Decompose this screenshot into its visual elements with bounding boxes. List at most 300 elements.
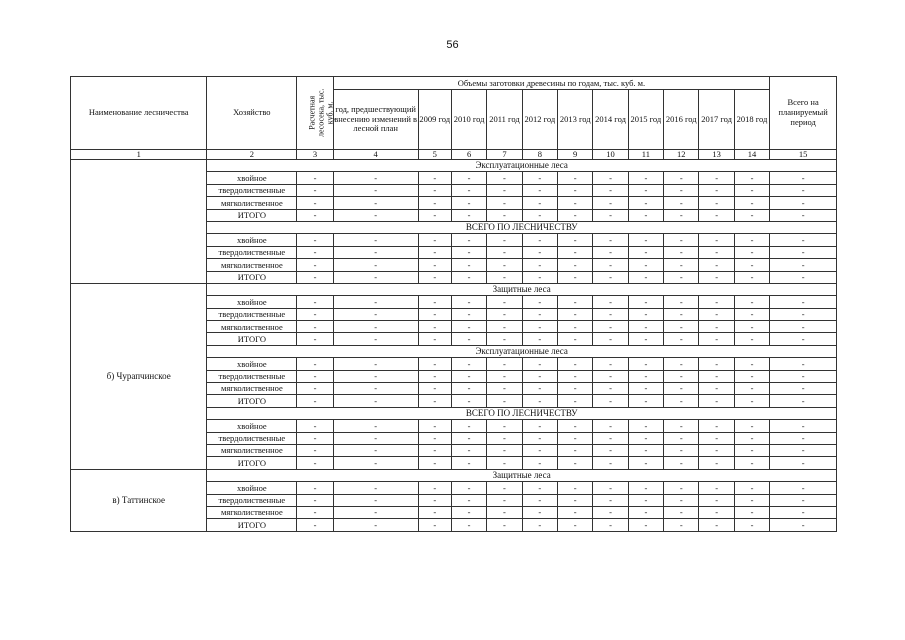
cell-value: - [487,358,522,370]
section-title: Эксплуатационные леса [207,345,837,357]
cell-value: - [297,444,333,456]
cell-value: - [593,296,628,308]
cell-value: - [522,184,557,196]
cell-value: - [699,482,734,494]
cell-value: - [451,333,486,345]
section-title: Эксплуатационные леса [207,160,837,172]
cell-value: - [770,271,837,283]
cell-value: - [522,519,557,531]
cell-value: - [664,383,699,395]
cell-value: - [593,519,628,531]
farm-type: ИТОГО [207,519,297,531]
cell-value: - [628,494,663,506]
farm-type: мягколиственное [207,197,297,209]
cell-value: - [333,184,418,196]
col-header-year: 2015 год [628,90,663,150]
forest-harvest-table [70,76,837,532]
cell-value: - [628,321,663,333]
cell-value: - [297,296,333,308]
cell-value: - [418,259,451,271]
cell-value: - [487,209,522,221]
col-header-allowable-cut: Расчетная лесосека, тыс. куб. м. [297,77,333,150]
cell-value: - [297,395,333,407]
cell-value: - [664,234,699,246]
cell-value: - [558,383,593,395]
cell-value: - [333,296,418,308]
cell-value: - [628,184,663,196]
cell-value: - [628,370,663,382]
cell-value: - [297,457,333,469]
col-header-year: 2016 год [664,90,699,150]
cell-value: - [734,506,769,518]
cell-value: - [664,519,699,531]
cell-value: - [734,259,769,271]
cell-value: - [664,457,699,469]
cell-value: - [593,271,628,283]
cell-value: - [734,333,769,345]
cell-value: - [770,172,837,184]
cell-value: - [558,432,593,444]
cell-value: - [628,333,663,345]
cell-value: - [558,358,593,370]
cell-value: - [664,209,699,221]
cell-value: - [451,246,486,258]
cell-value: - [770,259,837,271]
cell-value: - [418,482,451,494]
farm-type: мягколиственное [207,506,297,518]
cell-value: - [628,420,663,432]
cell-value: - [699,444,734,456]
cell-value: - [770,444,837,456]
cell-value: - [451,457,486,469]
cell-value: - [558,246,593,258]
cell-value: - [451,358,486,370]
cell-value: - [593,444,628,456]
cell-value: - [699,234,734,246]
cell-value: - [418,172,451,184]
cell-value: - [522,234,557,246]
cell-value: - [558,506,593,518]
cell-value: - [487,383,522,395]
cell-value: - [522,308,557,320]
cell-value: - [333,234,418,246]
cell-value: - [487,420,522,432]
section-title: Защитные леса [207,469,837,481]
cell-value: - [664,271,699,283]
cell-value: - [297,234,333,246]
cell-value: - [418,420,451,432]
cell-value: - [522,383,557,395]
cell-value: - [664,172,699,184]
cell-value: - [770,519,837,531]
cell-value: - [522,457,557,469]
cell-value: - [628,358,663,370]
cell-value: - [487,172,522,184]
col-header-year: 2018 год [734,90,769,150]
cell-value: - [333,506,418,518]
cell-value: - [487,321,522,333]
cell-value: - [451,420,486,432]
farm-type: ИТОГО [207,395,297,407]
cell-value: - [628,271,663,283]
cell-value: - [699,420,734,432]
farm-type: мягколиственное [207,383,297,395]
col-number: 15 [770,150,837,160]
cell-value: - [297,333,333,345]
section-title: Защитные леса [207,283,837,295]
cell-value: - [558,234,593,246]
col-header-year: 2009 год [418,90,451,150]
col-header-year: 2013 год [558,90,593,150]
cell-value: - [664,444,699,456]
cell-value: - [333,370,418,382]
col-number: 11 [628,150,663,160]
cell-value: - [770,333,837,345]
cell-value: - [734,370,769,382]
cell-value: - [699,197,734,209]
cell-value: - [418,444,451,456]
cell-value: - [418,506,451,518]
cell-value: - [699,172,734,184]
cell-value: - [333,172,418,184]
cell-value: - [664,506,699,518]
cell-value: - [593,197,628,209]
cell-value: - [593,234,628,246]
cell-value: - [522,321,557,333]
cell-value: - [558,197,593,209]
col-header-year: 2014 год [593,90,628,150]
col-header-year: 2010 год [451,90,486,150]
cell-value: - [628,506,663,518]
cell-value: - [628,172,663,184]
cell-value: - [487,197,522,209]
cell-value: - [451,234,486,246]
cell-value: - [664,370,699,382]
farm-type: ИТОГО [207,457,297,469]
forestry-name-churapchinskoe: б) Чурапчинское [71,283,207,469]
cell-value: - [297,209,333,221]
cell-value: - [770,184,837,196]
cell-value: - [418,383,451,395]
cell-value: - [333,444,418,456]
farm-type: хвойное [207,358,297,370]
cell-value: - [451,172,486,184]
cell-value: - [451,444,486,456]
cell-value: - [593,209,628,221]
cell-value: - [418,370,451,382]
farm-type: твердолиственные [207,370,297,382]
cell-value: - [558,271,593,283]
cell-value: - [487,494,522,506]
cell-value: - [487,482,522,494]
cell-value: - [770,308,837,320]
cell-value: - [699,383,734,395]
cell-value: - [297,184,333,196]
cell-value: - [699,358,734,370]
farm-type: хвойное [207,482,297,494]
cell-value: - [418,519,451,531]
cell-value: - [734,172,769,184]
col-header-year: 2017 год [699,90,734,150]
cell-value: - [297,494,333,506]
cell-value: - [664,246,699,258]
cell-value: - [418,457,451,469]
cell-value: - [628,197,663,209]
cell-value: - [593,184,628,196]
cell-value: - [333,209,418,221]
cell-value: - [333,432,418,444]
cell-value: - [418,395,451,407]
cell-value: - [333,333,418,345]
cell-value: - [558,370,593,382]
cell-value: - [770,321,837,333]
cell-value: - [487,370,522,382]
cell-value: - [451,209,486,221]
cell-value: - [770,494,837,506]
cell-value: - [734,308,769,320]
cell-value: - [297,358,333,370]
cell-value: - [522,172,557,184]
cell-value: - [487,259,522,271]
cell-value: - [628,246,663,258]
cell-value: - [297,370,333,382]
cell-value: - [558,457,593,469]
cell-value: - [628,209,663,221]
cell-value: - [487,246,522,258]
cell-value: - [734,482,769,494]
cell-value: - [297,420,333,432]
cell-value: - [487,395,522,407]
cell-value: - [418,358,451,370]
cell-value: - [770,432,837,444]
col-number: 4 [333,150,418,160]
cell-value: - [770,383,837,395]
cell-value: - [699,308,734,320]
cell-value: - [333,383,418,395]
cell-value: - [297,271,333,283]
farm-type: ИТОГО [207,333,297,345]
cell-value: - [522,296,557,308]
cell-value: - [770,296,837,308]
col-header-volumes-group: Объемы заготовки древесины по годам, тыс. куб. м. [333,77,770,90]
cell-value: - [628,457,663,469]
farm-type: мягколиственное [207,321,297,333]
cell-value: - [522,432,557,444]
cell-value: - [664,308,699,320]
cell-value: - [734,234,769,246]
cell-value: - [699,333,734,345]
cell-value: - [734,209,769,221]
cell-value: - [734,420,769,432]
cell-value: - [664,197,699,209]
cell-value: - [699,395,734,407]
cell-value: - [593,395,628,407]
cell-value: - [418,209,451,221]
cell-value: - [418,432,451,444]
farm-type: хвойное [207,296,297,308]
cell-value: - [664,321,699,333]
cell-value: - [522,506,557,518]
cell-value: - [487,519,522,531]
cell-value: - [451,308,486,320]
farm-type: твердолиственные [207,494,297,506]
cell-value: - [734,358,769,370]
cell-value: - [734,395,769,407]
cell-value: - [333,457,418,469]
cell-value: - [522,494,557,506]
col-header-year: 2011 год [487,90,522,150]
cell-value: - [418,333,451,345]
col-number: 12 [664,150,699,160]
col-header-prev-year: год, предшествующий внесению изменений в лесной план [333,90,418,150]
cell-value: - [628,383,663,395]
cell-value: - [522,197,557,209]
cell-value: - [699,271,734,283]
cell-value: - [734,321,769,333]
cell-value: - [418,184,451,196]
cell-value: - [593,482,628,494]
farm-type: хвойное [207,420,297,432]
cell-value: - [451,519,486,531]
cell-value: - [699,184,734,196]
cell-value: - [451,383,486,395]
cell-value: - [418,494,451,506]
cell-value: - [770,370,837,382]
cell-value: - [451,321,486,333]
cell-value: - [699,519,734,531]
cell-value: - [628,234,663,246]
col-number: 1 [71,150,207,160]
cell-value: - [699,209,734,221]
col-number: 8 [522,150,557,160]
col-number: 2 [207,150,297,160]
cell-value: - [297,259,333,271]
cell-value: - [333,308,418,320]
col-number: 10 [593,150,628,160]
cell-value: - [628,444,663,456]
farm-type: твердолиственные [207,432,297,444]
cell-value: - [333,321,418,333]
col-number: 6 [451,150,486,160]
farm-type: твердолиственные [207,184,297,196]
cell-value: - [664,432,699,444]
cell-value: - [297,383,333,395]
cell-value: - [593,259,628,271]
cell-value: - [451,494,486,506]
cell-value: - [522,209,557,221]
cell-value: - [487,457,522,469]
cell-value: - [628,308,663,320]
cell-value: - [333,259,418,271]
farm-type: ИТОГО [207,271,297,283]
cell-value: - [418,271,451,283]
cell-value: - [333,519,418,531]
cell-value: - [734,457,769,469]
cell-value: - [558,172,593,184]
col-header-total-period: Всего на планируемый период [770,77,837,150]
col-header-farm: Хозяйство [207,77,297,150]
col-number: 13 [699,150,734,160]
cell-value: - [558,259,593,271]
cell-value: - [734,494,769,506]
cell-value: - [451,482,486,494]
cell-value: - [664,259,699,271]
farm-type: хвойное [207,172,297,184]
cell-value: - [418,246,451,258]
cell-value: - [593,432,628,444]
section-title: ВСЕГО ПО ЛЕСНИЧЕСТВУ [207,221,837,233]
cell-value: - [734,432,769,444]
cell-value: - [699,259,734,271]
cell-value: - [297,482,333,494]
cell-value: - [664,482,699,494]
cell-value: - [451,296,486,308]
cell-value: - [487,296,522,308]
cell-value: - [558,482,593,494]
cell-value: - [770,420,837,432]
cell-value: - [522,333,557,345]
cell-value: - [628,482,663,494]
cell-value: - [522,271,557,283]
cell-value: - [593,370,628,382]
cell-value: - [699,370,734,382]
farm-type: мягколиственное [207,444,297,456]
cell-value: - [593,321,628,333]
cell-value: - [451,432,486,444]
cell-value: - [522,358,557,370]
cell-value: - [734,246,769,258]
cell-value: - [628,395,663,407]
cell-value: - [593,172,628,184]
cell-value: - [770,457,837,469]
cell-value: - [770,395,837,407]
cell-value: - [333,420,418,432]
cell-value: - [593,506,628,518]
farm-type: ИТОГО [207,209,297,221]
cell-value: - [699,494,734,506]
cell-value: - [333,197,418,209]
cell-value: - [487,234,522,246]
cell-value: - [487,308,522,320]
cell-value: - [297,172,333,184]
cell-value: - [487,271,522,283]
cell-value: - [558,333,593,345]
farm-type: мягколиственное [207,259,297,271]
cell-value: - [664,333,699,345]
cell-value: - [593,420,628,432]
cell-value: - [770,506,837,518]
cell-value: - [418,321,451,333]
cell-value: - [664,184,699,196]
forestry-name-cell [71,160,207,284]
cell-value: - [770,209,837,221]
col-number: 5 [418,150,451,160]
cell-value: - [734,383,769,395]
cell-value: - [297,519,333,531]
cell-value: - [451,506,486,518]
cell-value: - [770,246,837,258]
cell-value: - [734,184,769,196]
cell-value: - [418,308,451,320]
cell-value: - [699,296,734,308]
cell-value: - [593,457,628,469]
cell-value: - [593,308,628,320]
forestry-name-tattinskoe: в) Таттинское [71,469,207,531]
cell-value: - [664,420,699,432]
cell-value: - [487,444,522,456]
section-title: ВСЕГО ПО ЛЕСНИЧЕСТВУ [207,407,837,419]
cell-value: - [451,197,486,209]
